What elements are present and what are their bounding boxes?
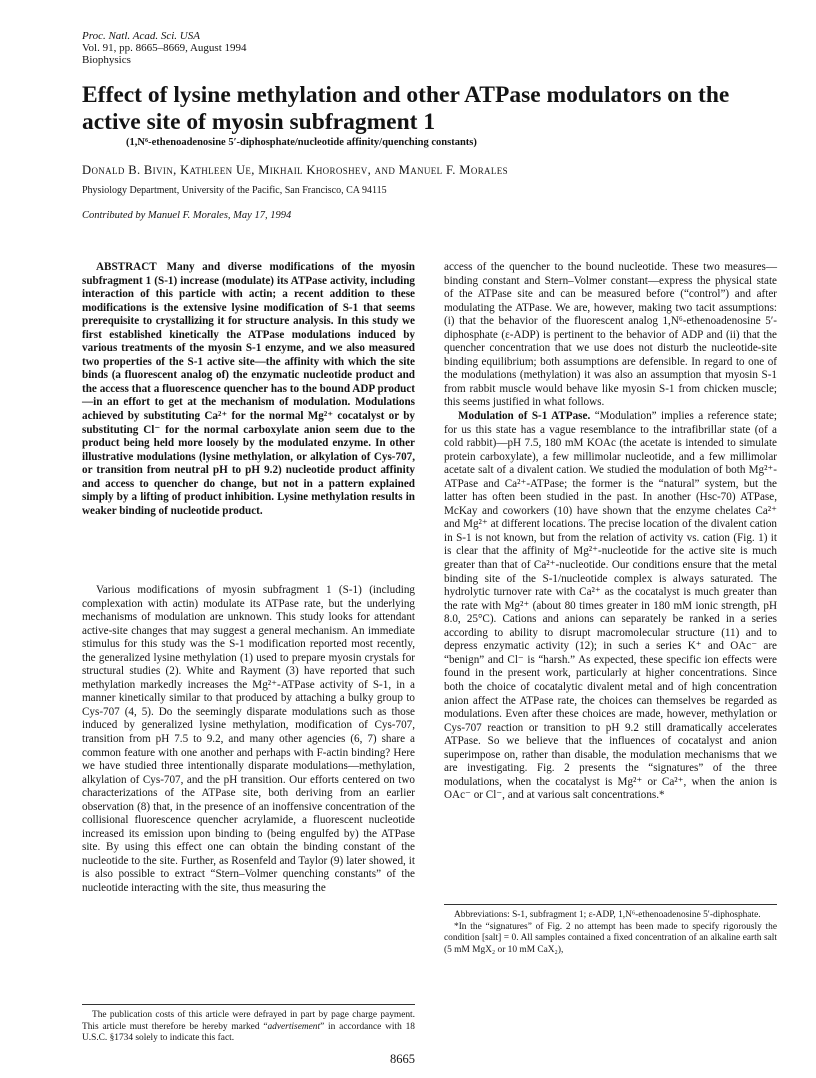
right-column [444,261,777,803]
footnotes [444,910,777,956]
right-paragraph-1: access of the quencher to the bound nucleotide. These two measures—binding constant and Stern–Volmer constant—express the physical state of the ATPase site and can be measured before (“control”) and after modulating the ATPase. We are, however, making two tacit assumptions: (i) that the behavior of the fluorescent analog 1,N⁶-ethenoadenosine 5′-diphosphate (ε-ADP) is pertinent to the behavior of ADP and (ii) that the quencher concentration that we use does not disturb the nucleotide-site binding equilibrium; both assumptions are defensible. In regard to one of the modulations (methylation) it was also an assumption that myosin S-1 from rabbit muscle would behave like myosin S-1 from chicken muscle; this seems justified in what follows. [444,261,777,409]
publication-note-after: ” in accordance with 18 U.S.C. §1734 solely to indicate this fact. [82,1021,415,1043]
right-paragraph-2 [444,410,777,803]
abstract-text: Many and diverse modifications of the myosin subfragment 1 (S-1) increase (modulate) its ATPase activity, including interaction of this particle with actin; a recent addition to these modifications is the extensive lysine modification of S-1 that seems prerequisite to crystallizing it for structure analysis. In this study we first established kinetically the ATPase modulations induced by various treatments of the myosin S-1 enzyme, and we also measured two properties of the S-1 active site—the affinity with which the site binds (a fluorescent analog of) the enzymatic nucleotide product and the access that a fluorescence quencher has to the bound ADP product—in an effort to get at the mechanism of modulation. Modulations achieved by substituting Ca²⁺ for the normal Mg²⁺ cocatalyst or by substituting Cl⁻ for the normal carboxylate anion seem due to the product being held more loosely by the modulated enzyme. In other illustrative modulations (lysine methylation, or alkylation of Cys-707, or transition from neutral pH to pH 9.2) nucleotide product affinity and access to quencher do change, but not in a pattern explained simply by a lifting of product inhibition. Lysine methylation results in weaker binding of nucleotide product. [82,261,415,517]
footnote-divider-left [82,1004,415,1005]
footnote-divider-right [444,904,777,905]
footnote-star: *In the “signatures” of Fig. 2 no attempt has been made to specify rigorously the condition [salt] = 0. All samples contained a fixed concentration of an alkaline earth salt (5 mM MgX₂ or 10 mM CaX₂), [444,921,777,955]
right-paragraph-2-text: “Modulation” implies a reference state; for us this state has a vague resemblance to the intrafibrillar state (of a cold rabbit)—pH 7.5, 180 mM KOAc (the acetate is intended to simulate protein carboxylate), a few millimolar nucleotide, and a few millimolar acetate salt of a divalent cation. We studied the modulation of both Mg²⁺-ATPase and Ca²⁺-ATPase; the former is the “natural” system, but the latter has often been studied in the past. In another (Hsc-70) ATPase, McKay and coworkers (10) have shown that the enzyme chelates Ca²⁺ and Mg²⁺ at different locations. The precise location of the divalent cation in S-1 is not known, but from the relation of activity vs. cation (Fig. 1) it is clear that the affinity of Mg²⁺-nucleotide for the active site is much greater than that of Ca²⁺-nucleotide. Our conditions ensure that the metal binding site of the S-1/nucleotide complex is always saturated. The hydrolytic turnover rate with Ca²⁺ as the cocatalyst is much greater than the rate with Mg²⁺ (about 80 times greater in 180 mM ionic strength, pH 8.0, 25°C). Cations and anions can separately be ranked in a series according to ability to disrupt macromolecular structure (11) and to depress enzymatic activity (12); in such a series K⁺ and OAc⁻ are “benign” and Cl⁻ is “harsh.” As expected, these specific ion effects were found in the present work, particularly at higher concentrations. Since both the choice of cocatalytic divalent metal and of high concentration anion affect the ATPase rate, the choices can themselves be regarded as modulations. Even after these choices are made, however, methylation or Cys-707 reaction or transition to pH 9.2 still dramatically accelerates ATPase. So we believe that the influences of cocatalyst and anion superimpose on, rather than disable, the modulation mechanisms that we are investigating. Fig. 2 presents the “signatures” of the three modulations, when the cocatalyst is Mg²⁺ or Ca²⁺, when the anion is OAc⁻ or Cl⁻, and at various salt concentrations.* [444,410,778,802]
abstract-heading: ABSTRACT [96,261,157,273]
publication-note-italic: advertisement [267,1021,321,1032]
journal-section: Biophysics [82,54,131,66]
abstract [82,261,415,518]
author-list: Donald B. Bivin, Kathleen Ue, Mikhail Khoroshev, and Manuel F. Morales [82,163,508,177]
section-heading-modulation: Modulation of S-1 ATPase. [458,410,591,423]
publication-note-before: The publication costs of this article were defrayed in part by page charge payment. This article must therefore be hereby marked “ [82,1010,415,1032]
affiliation: Physiology Department, University of the Pacific, San Francisco, CA 94115 [82,185,387,196]
publication-note [82,1010,415,1045]
journal-header [82,30,247,66]
article-keywords: (1,N⁶-ethenoadenosine 5′-diphosphate/nucleotide affinity/quenching constants) [126,137,477,148]
article-title: Effect of lysine methylation and other ATPase modulators on the active site of myosin subfragment 1 [82,82,730,135]
contributed-by: Contributed by Manuel F. Morales, May 17, 1994 [82,210,292,221]
intro-paragraph: Various modifications of myosin subfragment 1 (S-1) (including complexation with actin) modulate its ATPase rate, but the underlying mechanisms of modulation are unknown. This study looks for attendant active-site changes that may suggest a general mechanism. An immediate stimulus for this study was the S-1 modification reported most recently, the generalized lysine methylation (1) used to prepare myosin crystals for structural studies (2). White and Rayment (3) have reported that such methylation markedly increases the Mg²⁺-ATPase activity of S-1, in a manner kinetically similar to that produced by attaching a bulky group to Cys-707 (4, 5). Do the seemingly disparate modulations such as those induced by generalized lysine methylation, modification of Cys-707, transition from pH 7.5 to 9.2, and many other agencies (6, 7) share a common feature with one another and perhaps with F-actin binding? Here we have studied three intentionally disparate modulations—methylation, alkylation of Cys-707, and the pH transition. Our efforts centered on two characterizations of the ATPase site, both deriving from an earlier observation (8) that, in the presence of an inoffensive concentration of the collisional fluorescence quencher acrylamide, a fluorescent nucleotide increased its emission upon binding to (being engulfed by) the ATPase site. By using this effect one can obtain the binding constant of the nucleotide to the site. Further, as Rosenfeld and Taylor (9) later showed, it is also possible to extract “Stern–Volmer quenching constants” of the nucleotide interacting with the site, thus measuring the [82,584,415,895]
journal-name: Proc. Natl. Acad. Sci. USA [82,30,200,42]
page-number: 8665 [390,1052,415,1066]
abbreviations-note: Abbreviations: S-1, subfragment 1; ε-ADP, 1,N⁶-ethenoadenosine 5′-diphosphate. [454,910,761,920]
journal-volume: Vol. 91, pp. 8665–8669, August 1994 [82,42,247,54]
